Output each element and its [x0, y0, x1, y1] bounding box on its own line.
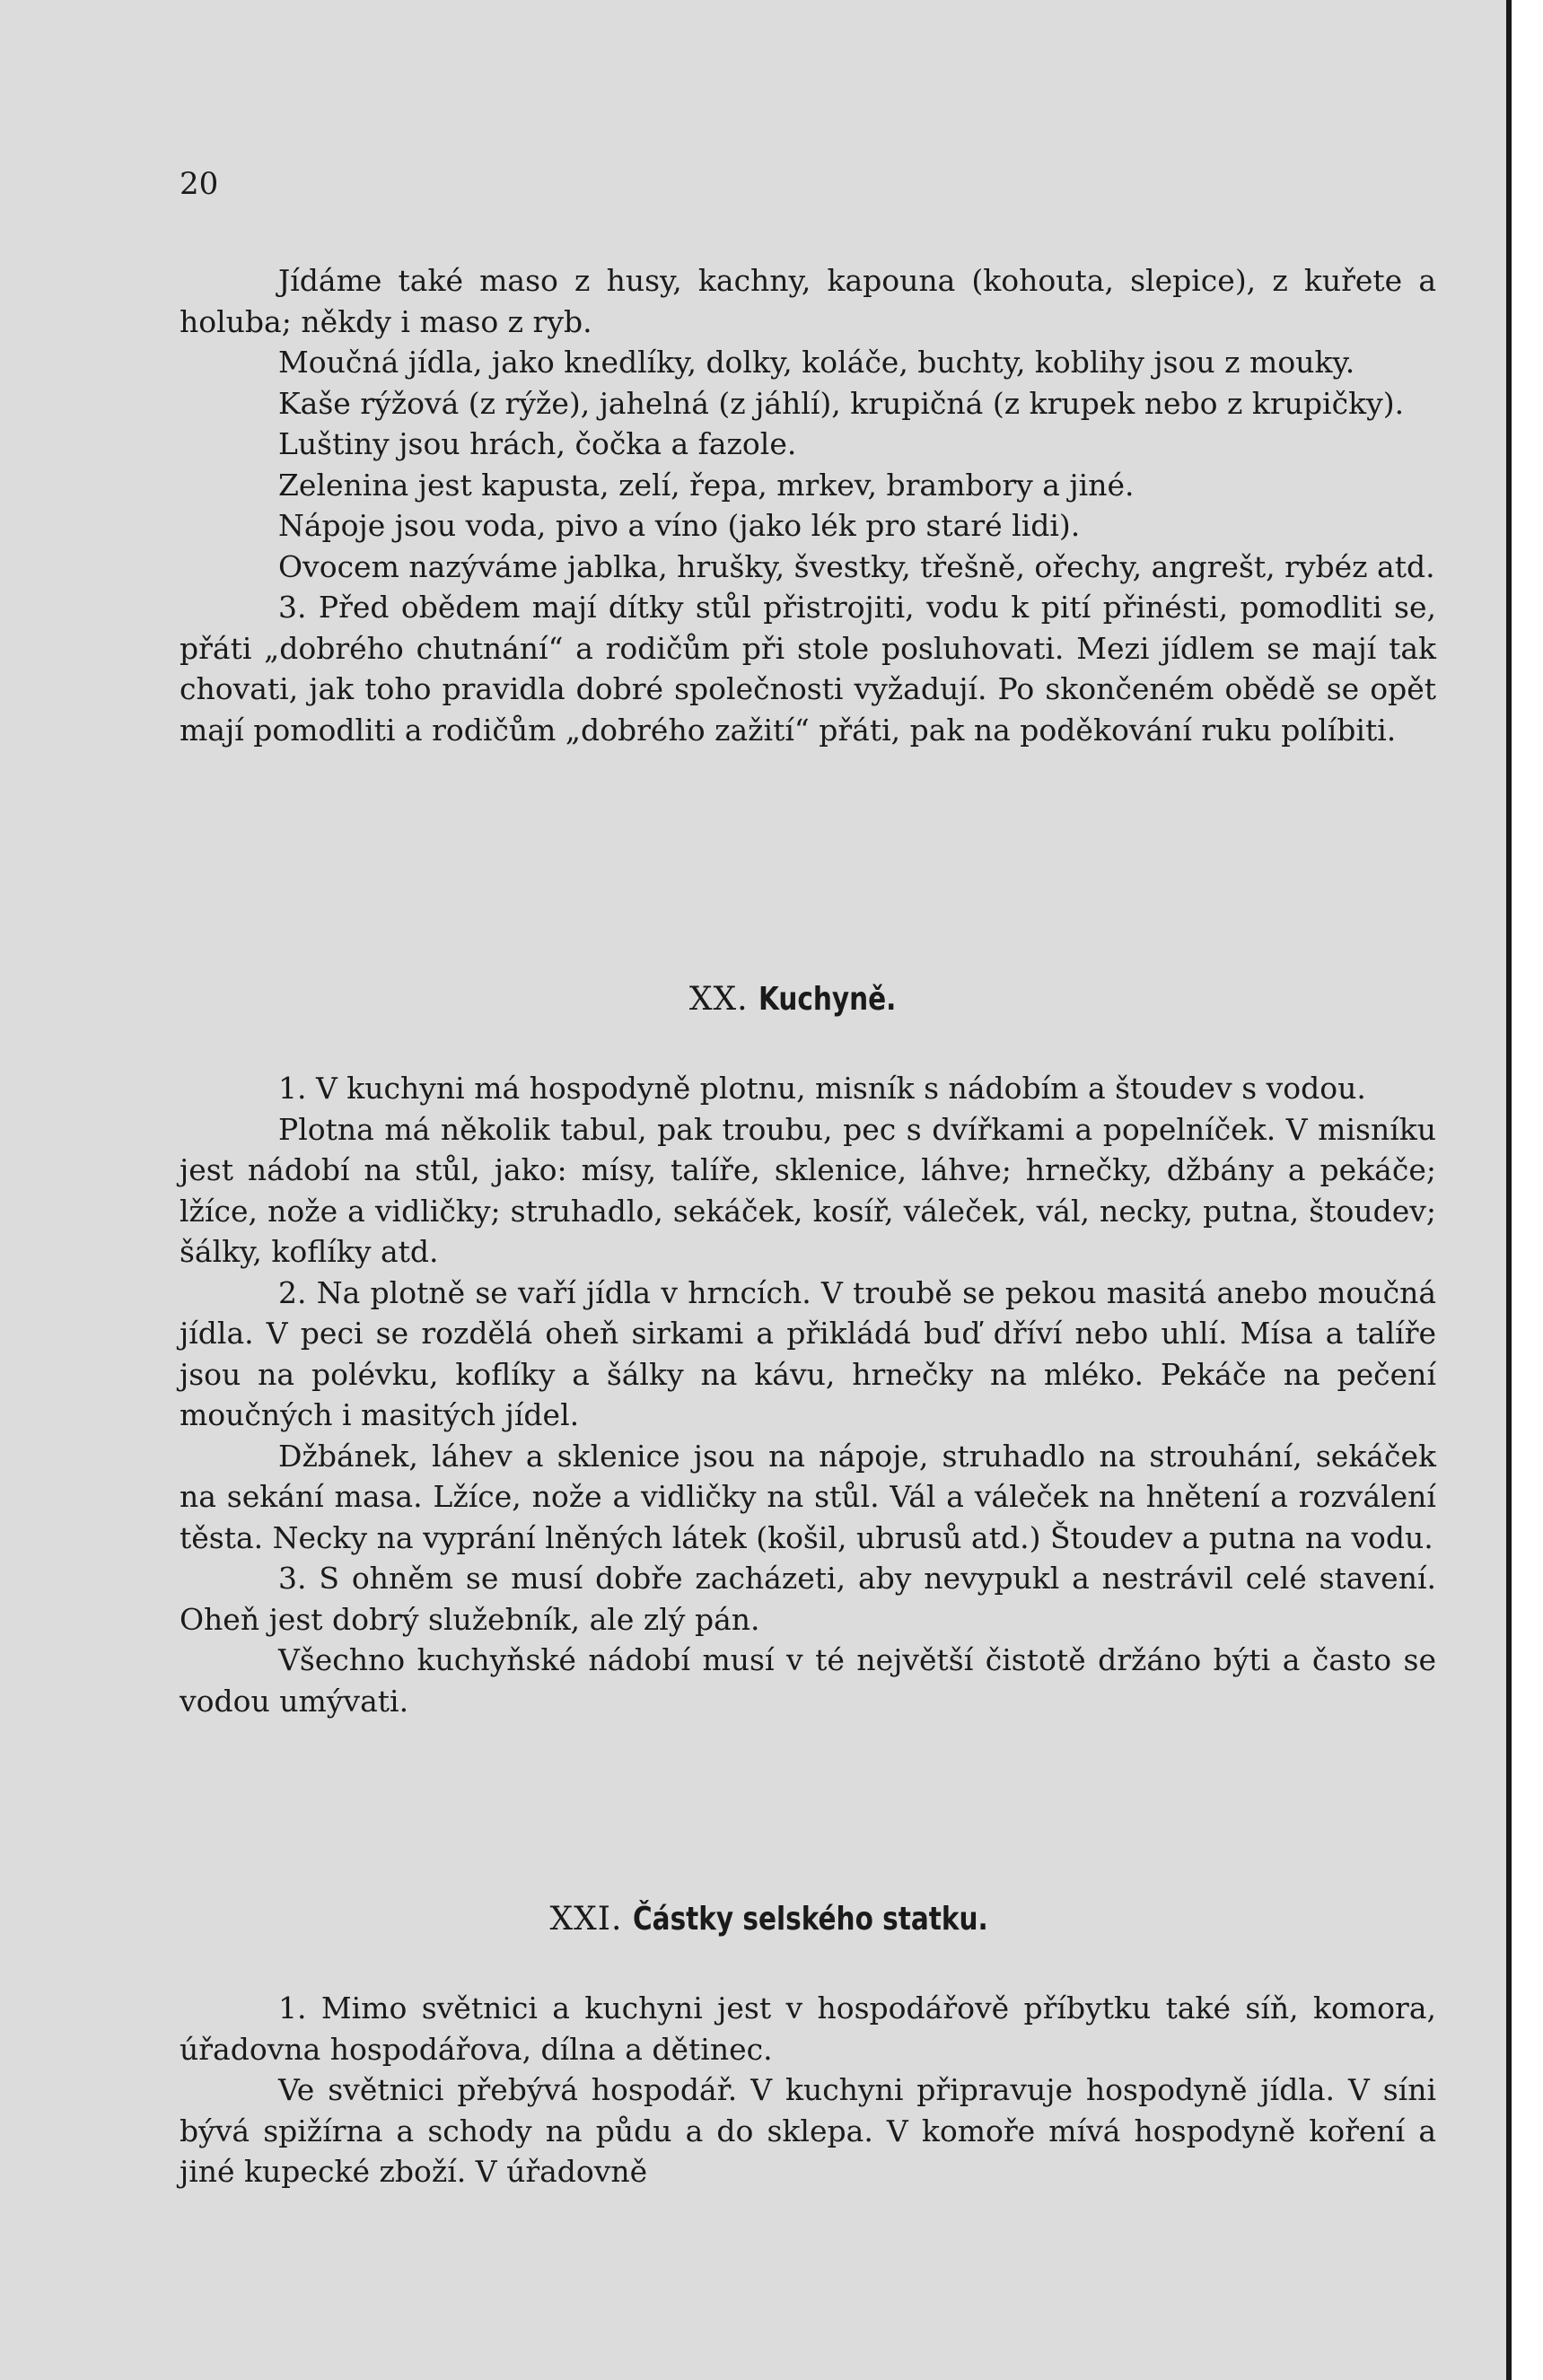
paragraph: Ovocem nazýváme jablka, hrušky, švestky, třešně, ořechy, angrešt, rybéz atd.	[278, 548, 1435, 584]
paragraph: 1. V kuchyni má hospodyně plotnu, misník s nádobím a štoudev s vodou.	[278, 1071, 1366, 1106]
section-xxi-body	[180, 1988, 1436, 2192]
paragraph: Ve světnici přebývá hospodář. V kuchyni připravuje hospodyně jídla. V síni bývá spižírna a schody na půdu a do sklepa. V komoře mívá hospodyně koření a jiné kupecké zboží. V úřadovně	[180, 2072, 1436, 2189]
paragraph: Jídáme také maso z husy, kachny, kapouna (kohouta, slepice), z kuřete a holuba; někdy i maso z ryb.	[180, 263, 1436, 339]
paragraph: Nápoje jsou voda, pivo a víno (jako lék pro staré lidi).	[278, 508, 1081, 543]
paragraph: Moučná jídla, jako knedlíky, dolky, koláče, buchty, koblihy jsou z mouky.	[278, 345, 1355, 380]
chapter-number: XX.	[688, 981, 749, 1018]
paragraph: Zelenina jest kapusta, zelí, řepa, mrkev, brambory a jiné.	[278, 467, 1135, 503]
paragraph: Plotna má několik tabul, pak troubu, pec s dvířkami a popelníček. V misníku jest nádobí na stůl, jako: mísy, talíře, sklenice, láhve; hrnečky, džbány a pekáče; lžíce, nože a vidličky; struhadlo, sekáček, kosíř, váleček, vál, necky, putna, štoudev; šálky, koflíky atd.	[180, 1111, 1436, 1269]
paragraph: Kaše rýžová (z rýže), jahelná (z jáhlí), krupičná (z krupek nebo z krupičky).	[278, 385, 1405, 421]
paragraph: Všechno kuchyňské nádobí musí v té největší čistotě držáno býti a často se vodou umývati.	[180, 1642, 1436, 1719]
chapter-title: Kuchyně.	[758, 981, 897, 1018]
chapter-heading-xx	[180, 981, 1436, 1018]
chapter-title: Částky selského statku.	[632, 1901, 988, 1938]
section-xix-continuation	[180, 260, 1436, 750]
paragraph: Džbánek, láhev a sklenice jsou na nápoje, struhadlo na strouhání, sekáček na sekání masa. Lžíce, nože a vidličky na stůl. Vál a váleček na hnětení a rozválení těsta. Necky na vyprání lněných látek (košil, ubrusů atd.) Štoudev a putna na vodu.	[180, 1438, 1436, 1555]
paragraph: 3. S ohněm se musí dobře zacházeti, aby nevypukl a nestrávil celé stavení. Oheň jest dobrý služebník, ale zlý pán.	[180, 1561, 1436, 1637]
chapter-heading-xxi	[180, 1901, 1436, 1938]
paragraph: Luštiny jsou hrách, čočka a fazole.	[278, 426, 797, 461]
paragraph: 2. Na plotně se vaří jídla v hrncích. V troubě se pekou masitá anebo moučná jídla. V peci se rozdělá oheň sirkami a přikládá buď dříví nebo uhlí. Mísa a talíře jsou na polévku, koflíky a šálky na kávu, hrnečky na mléko. Pekáče na pečení moučných i masitých jídel.	[180, 1274, 1436, 1432]
paragraph: 3. Před obědem mají dítky stůl přistrojiti, vodu k pití přinésti, pomodliti se, přáti „dobrého chutnání“ a rodičům při stole posluhovati. Mezi jídlem se mají tak chovati, jak toho pravidla dobré společnosti vyžadují. Po skončeném obědě se opět mají pomodliti a rodičům „dobrého zažití“ přáti, pak na poděkování ruku políbiti.	[180, 590, 1436, 748]
chapter-number: XXI.	[549, 1901, 623, 1938]
section-xx-body	[180, 1068, 1436, 1721]
page-number: 20	[180, 166, 219, 202]
paragraph: 1. Mimo světnici a kuchyni jest v hospodářově příbytku také síň, komora, úřadovna hospodářova, dílna a dětinec.	[180, 1991, 1436, 2067]
